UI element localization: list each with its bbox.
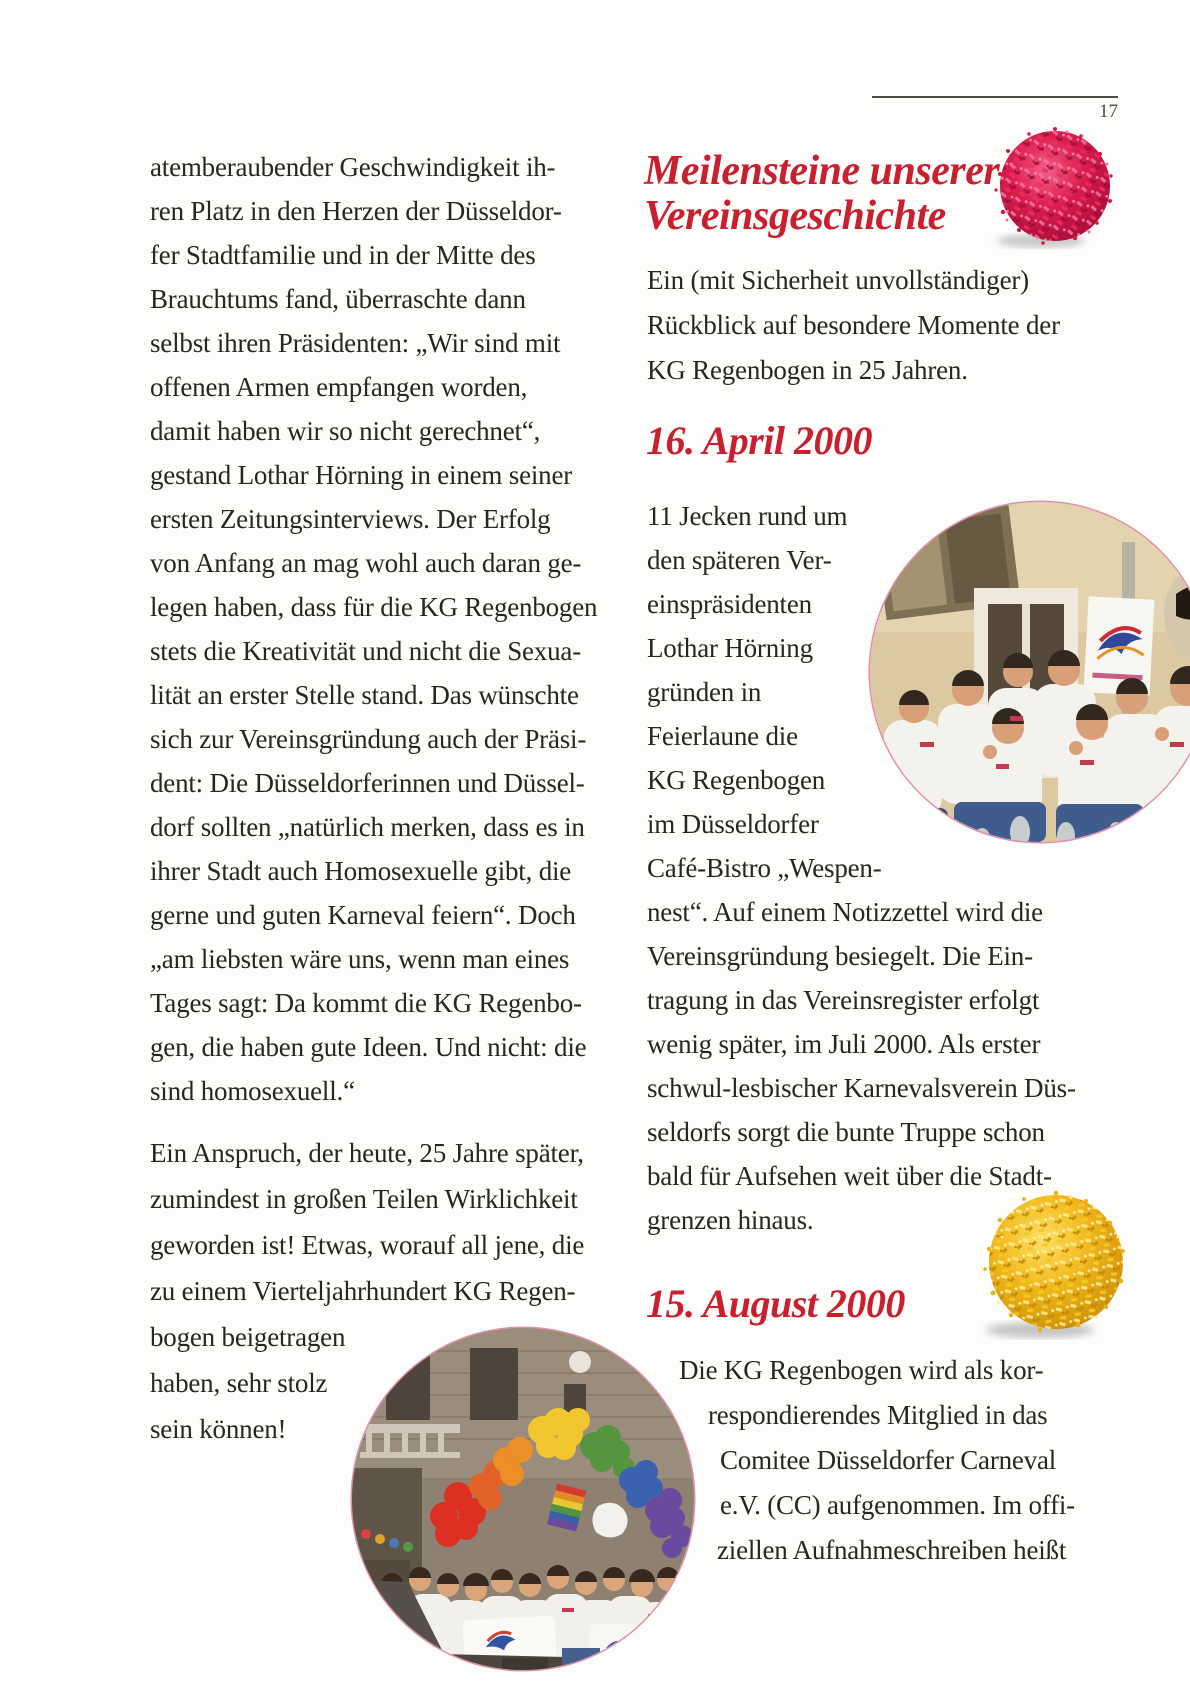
text-line: KG Regenbogen	[647, 765, 826, 795]
section-title	[644, 149, 999, 239]
text-line: e.V. (CC) aufgenommen. Im offi-	[720, 1490, 1075, 1520]
text-line: KG Regenbogen in 25 Jahren.	[647, 355, 968, 385]
header-rule	[872, 96, 1118, 98]
text-line: bogen beigetragen	[150, 1322, 346, 1352]
text-line: schwul-lesbischer Karnevalsverein Düs-	[647, 1073, 1076, 1103]
text-line: bald für Aufsehen weit über die Stadt-	[647, 1161, 1052, 1191]
text-line: Die KG Regenbogen wird als kor-	[679, 1355, 1044, 1385]
milestone-body-april	[647, 494, 1076, 1242]
text-line: Meilensteine unserer	[644, 148, 1000, 194]
confetti-ball-pink-icon	[991, 124, 1119, 252]
section-intro	[647, 258, 1060, 393]
text-line: Café-Bistro „Wespen-	[647, 853, 882, 883]
text-line: von Anfang an mag wohl auch daran ge-	[150, 548, 582, 578]
text-line: stets die Kreativität und nicht die Sexua-	[150, 636, 581, 666]
text-line: dent: Die Düsseldorferinnen und Düssel-	[150, 768, 585, 798]
milestone-date-heading-august: 15. August 2000	[646, 1281, 905, 1326]
text-line: Ein Anspruch, der heute, 25 Jahre später,	[150, 1138, 584, 1168]
text-line: selbst ihren Präsidenten: „Wir sind mit	[150, 328, 561, 358]
text-line: Feierlaune die	[647, 721, 798, 751]
text-line: ihrer Stadt auch Homosexuelle gibt, die	[150, 856, 572, 886]
text-line: Tages sagt: Da kommt die KG Regenbo-	[150, 988, 582, 1018]
text-line: damit haben wir so nicht gerechnet“,	[150, 416, 541, 446]
text-line: Comitee Düsseldorfer Carneval	[720, 1445, 1057, 1475]
text-line: gründen in	[647, 677, 762, 707]
text-line: Lothar Hörning	[647, 633, 813, 663]
text-line: dorf sollten „natürlich merken, dass es in	[150, 812, 585, 842]
left-column	[150, 145, 630, 1452]
text-line: sein können!	[150, 1414, 287, 1444]
milestone-body-august	[647, 1348, 1075, 1573]
text-line: den späteren Ver-	[647, 545, 832, 575]
text-line: lität an erster Stelle stand. Das wünschte	[150, 680, 579, 710]
text-line: ersten Zeitungsinterviews. Der Erfolg	[150, 504, 551, 534]
text-line: seldorfs sorgt die bunte Truppe schon	[647, 1117, 1045, 1147]
text-line: gen, die haben gute Ideen. Und nicht: die	[150, 1032, 587, 1062]
text-line: 11 Jecken rund um	[647, 501, 848, 531]
text-line: ziellen Aufnahmeschreiben heißt	[717, 1535, 1067, 1565]
text-line: nest“. Auf einem Notizzettel wird die	[647, 897, 1043, 927]
text-line: Brauchtums fand, überraschte dann	[150, 284, 526, 314]
text-line: ren Platz in den Herzen der Düsseldor-	[150, 196, 562, 226]
text-line: gerne und guten Karneval feiern“. Doch	[150, 900, 576, 930]
text-line: Ein (mit Sicherheit unvollständiger)	[647, 265, 1029, 295]
text-line: tragung in das Vereinsregister erfolgt	[647, 985, 1040, 1015]
text-line: Vereinsgründung besiegelt. Die Ein-	[647, 941, 1033, 971]
paragraph-anspruch	[150, 1130, 630, 1452]
text-line: atemberaubender Geschwindigkeit ih-	[150, 152, 556, 182]
text-line: respondierendes Mitglied in das	[708, 1400, 1048, 1430]
text-line: „am liebsten wäre uns, wenn man eines	[150, 944, 570, 974]
text-line: wenig später, im Juli 2000. Als erster	[647, 1029, 1041, 1059]
text-line: zumindest in großen Teilen Wirklichkeit	[150, 1184, 578, 1214]
text-line: haben, sehr stolz	[150, 1368, 328, 1398]
rainbow-bird-poster	[1084, 596, 1155, 695]
text-line: gestand Lothar Hörning in einem seiner	[150, 460, 573, 490]
text-line: zu einem Vierteljahrhundert KG Regen-	[150, 1276, 576, 1306]
page-number: 17	[1099, 101, 1118, 122]
text-line: legen haben, dass für die KG Regenbogen	[150, 592, 598, 622]
text-line: geworden ist! Etwas, worauf all jene, die	[150, 1230, 585, 1260]
logo-shirt-2	[590, 1624, 654, 1670]
text-line: im Düsseldorfer	[647, 809, 819, 839]
paragraph-intro	[150, 145, 630, 1113]
text-line: offenen Armen empfangen worden,	[150, 372, 528, 402]
text-line: Vereinsgeschichte	[644, 193, 946, 239]
text-line: einspräsidenten	[647, 589, 812, 619]
text-line: fer Stadtfamilie und in der Mitte des	[150, 240, 536, 270]
milestone-date-heading-april: 16. April 2000	[646, 418, 872, 463]
text-line: Rückblick auf besondere Momente der	[647, 310, 1060, 340]
text-line: sind homosexuell.“	[150, 1076, 355, 1106]
text-line: grenzen hinaus.	[647, 1205, 814, 1235]
text-line: sich zur Vereinsgründung auch der Präsi-	[150, 724, 587, 754]
